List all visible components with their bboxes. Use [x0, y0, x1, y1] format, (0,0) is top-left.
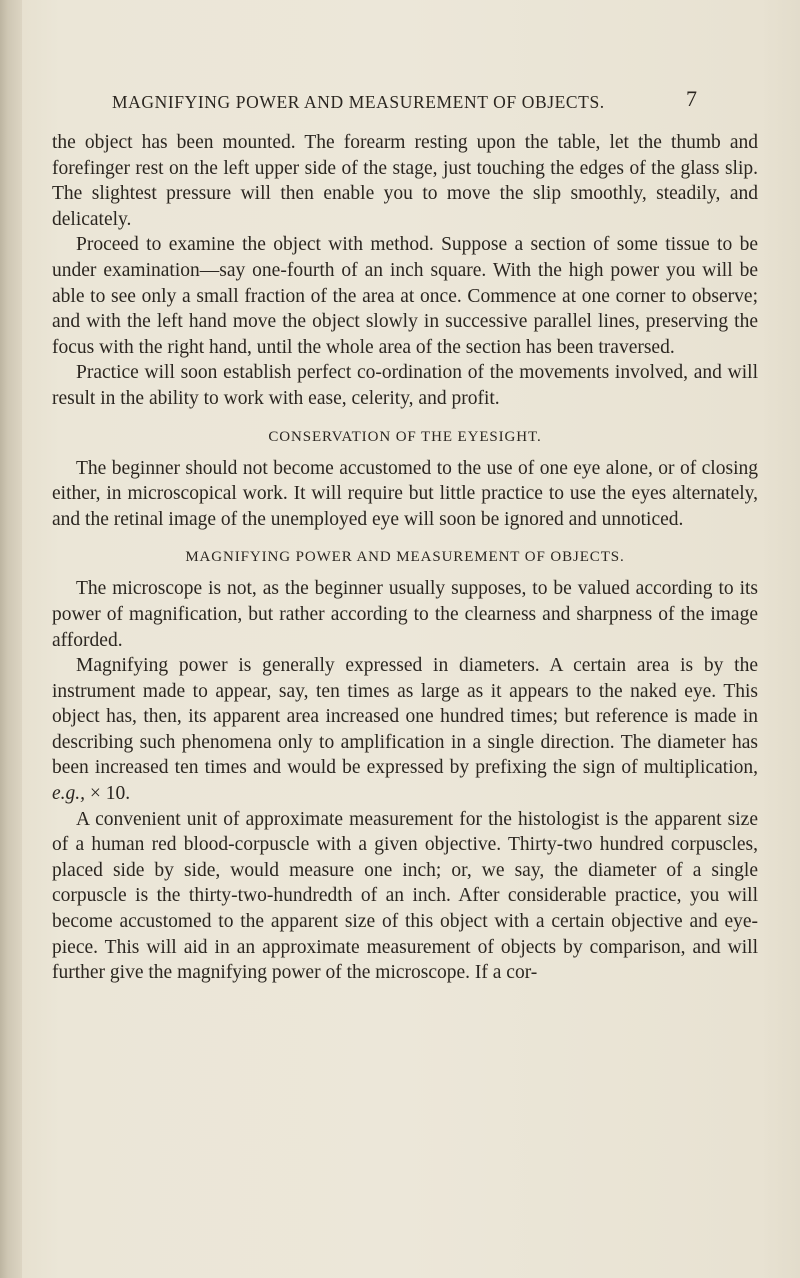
paragraph-clearness: The microscope is not, as the beginner usually supposes, to be valued according to its power of magnification, but rather according to the clearness and sharpness of the image afforded. [52, 578, 758, 651]
section-heading-eyesight: CONSERVATION OF THE EYESIGHT. [268, 428, 542, 445]
page-body [52, 130, 758, 986]
paragraph-blood-corpuscle: A convenient unit of approximate measurement for the histologist is the apparent size of a human red blood-corpuscle with a given objective. Thirty-two hundred corpuscles, placed side by side, would measure one inch; or, we say, the diameter of a single corpuscle is the thirty-two-hundredth of an inch. After considerable practice, you will become accustomed to the apparent size of this object with a certain objective and eye-piece. This will aid in an approximate measurement of objects by comparison, and will further give the magnifying power of the microscope. If a cor- [52, 808, 758, 984]
page-gutter-shadow [0, 0, 22, 1278]
paragraph-diameters [52, 653, 758, 807]
paragraph-practice: Practice will soon establish perfect co-ordination of the movements involved, and will result in the ability to work with ease, celerity, and profit. [52, 362, 758, 409]
paragraph-method: Proceed to examine the object with method. Suppose a section of some tissue to be under examination—say one-fourth of an inch square. With the high power you will be able to see only a small fraction of the area at once. Commence at one corner to observe; and with the left hand move the object slowly in successive parallel lines, preserving the focus with the right hand, until the whole area of the section has been traversed. [52, 234, 758, 358]
diameters-text: Magnifying power is generally expressed in diameters. A certain area is by the instrument made to appear, say, ten times as large as it appears to the naked eye. This object has, then, its apparent area increased one hundred times; but reference is made in describing such phenomena only to amplification in a single direction. The diameter has been increased ten times and would be expressed by prefixing the sign of multiplication, [52, 655, 758, 779]
page-number: 7 [686, 86, 697, 111]
paragraph-mounting: the object has been mounted. The forearm resting upon the table, let the thumb and forefinger rest on the left upper side of the stage, just touching the edges of the glass slip. The slightest pressure will then enable you to move the slip smoothly, steadily, and delicately. [52, 132, 758, 230]
section-heading-magnifying: MAGNIFYING POWER AND MEASUREMENT OF OBJECTS. [185, 549, 625, 566]
paragraph-eyesight: The beginner should not become accustomed to the use of one eye alone, or of closing either, in microscopical work. It will require but little practice to use the eyes alternately, and the retinal image of the unemployed eye will soon be ignored and unnoticed. [52, 457, 758, 530]
running-head: MAGNIFYING POWER AND MEASUREMENT OF OBJECTS. [112, 92, 605, 112]
multiplication-sign: × 10. [85, 783, 131, 805]
eg-abbreviation: e.g., [52, 783, 86, 805]
